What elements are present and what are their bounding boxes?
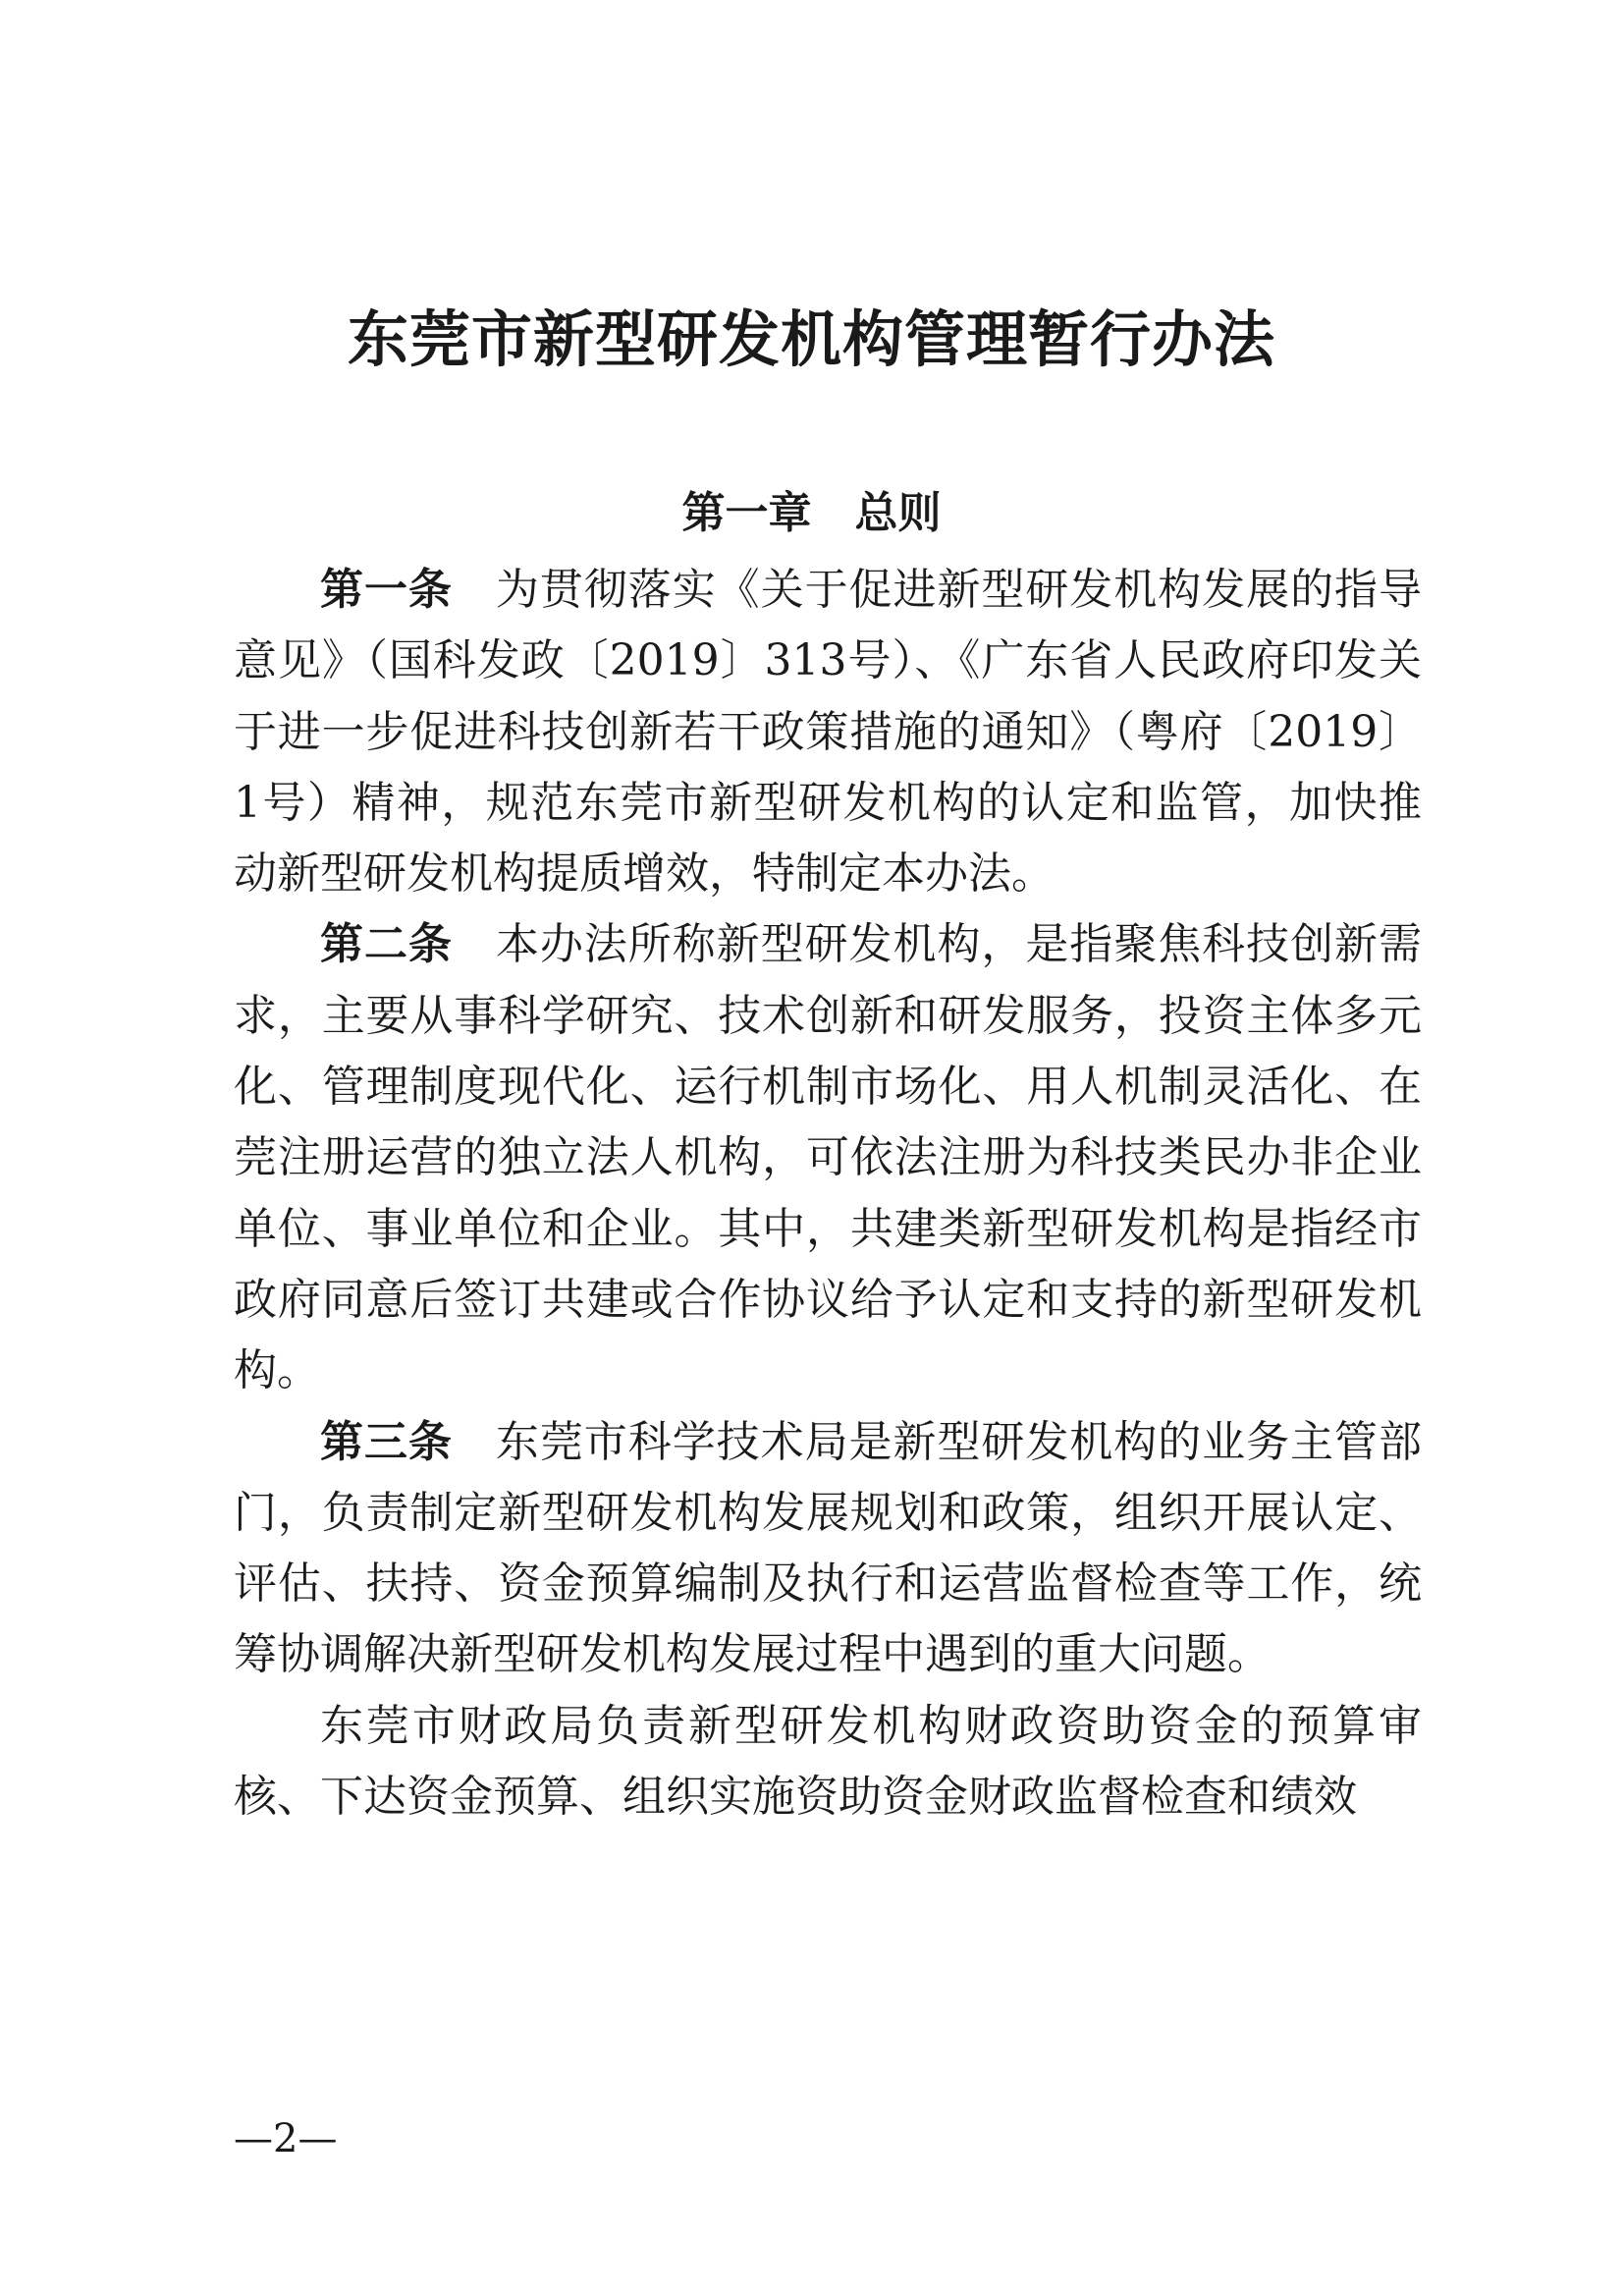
article-label: 第三条 [320, 1416, 453, 1467]
document-body [234, 555, 1422, 1832]
page-number: —2— [234, 2116, 338, 2161]
article-label: 第一条 [320, 565, 453, 615]
article-text: 为贯彻落实《关于促进新型研发机构发展的指导意见》（国科发政〔2019〕313号）、《广东省人民政府印发关于进一步促进科技创新若干政策措施的通知》（粤府〔2019〕1号）精神，规范东莞市新型研发机构的认定和监管，加快推动新型研发机构提质增效，特制定本办法。 [234, 565, 1423, 900]
article-2 [234, 909, 1422, 1406]
article-3-continued [234, 1691, 1422, 1833]
chapter-title: 第一章 总则 [681, 488, 942, 538]
article-text: 东莞市财政局负责新型研发机构财政资助资金的预算审核、下达资金预算、组织实施资助资金财政监督检查和绩效 [234, 1700, 1422, 1823]
article-text: 本办法所称新型研发机构，是指聚焦科技创新需求，主要从事科学研究、技术创新和研发服务，投资主体多元化、管理制度现代化、运行机制市场化、用人机制灵活化、在莞注册运营的独立法人机构，可依法注册为科技类民办非企业单位、事业单位和企业。其中，共建类新型研发机构是指经市政府同意后签订共建或合作协议给予认定和支持的新型研发机构。 [234, 919, 1423, 1396]
article-1 [234, 555, 1422, 909]
article-3 [234, 1407, 1422, 1691]
article-text: 东莞市科学技术局是新型研发机构的业务主管部门，负责制定新型研发机构发展规划和政策，组织开展认定、评估、扶持、资金预算编制及执行和运营监督检查等工作，统筹协调解决新型研发机构发展过程中遇到的重大问题。 [234, 1416, 1423, 1680]
article-label: 第二条 [320, 919, 453, 970]
page-title: 东莞市新型研发机构管理暂行办法 [347, 303, 1275, 375]
